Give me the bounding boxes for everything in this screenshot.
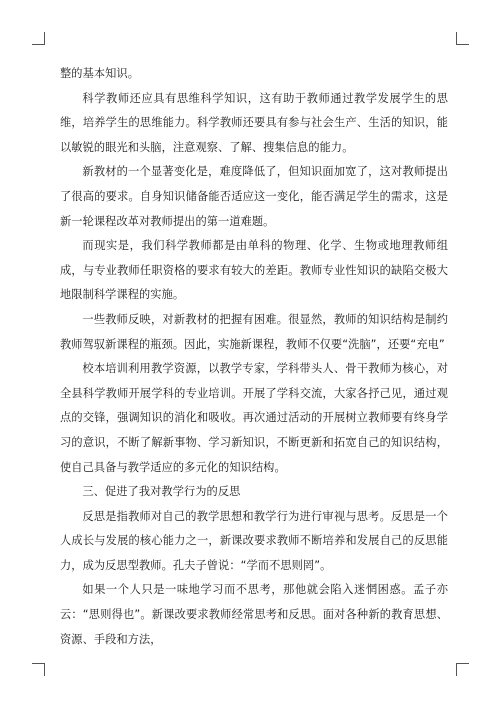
section-heading-reflection: 三、促进了我对教学行为的反思 (82, 485, 241, 499)
crop-mark-bottom-left (32, 663, 45, 676)
crop-mark-top-right (456, 32, 469, 45)
paragraph-new-textbook: 新教材的一个显著变化是，难度降低了，但知识面加宽了，这对教师提出了很高的要求。自身知识储备能否适应这一变化，能否满足学生的需求，这是新一轮课程改革对教师提出的第一道难题。 (60, 165, 448, 228)
paragraph-school-training: 校本培训利用教学资源，以教学专家，学科带头人、骨干教师为核心，对全县科学教师开展学科的专业培训。开展了学科交流，大家各抒己见，通过观点的交锋，强调知识的消化和吸收。再次通过活动的开展树立教师要有终身学习的意识，不断了解新事物、学习新知识，不断更新和拓宽自己的知识结构，使自己具备与教学适应的多元化的知识结构。 (60, 362, 448, 474)
paragraph-reflection-definition: 反思是指教师对自己的教学思想和教学行为进行审视与思考。反思是一个人成长与发展的核心能力之一，新课改要求教师不断培养和发展自己的反思能力，成为反思型教师。孔夫子曾说：“学而不思则罔”。 (60, 509, 448, 572)
paragraph-reality: 而现实是，我们科学教师都是由单科的物理、化学、生物或地理教师组成，与专业教师任职资格的要求有较大的差距。教师专业性知识的缺陷交极大地限制科学课程的实施。 (60, 239, 448, 302)
paragraph-learning-thinking: 如果一个人只是一味地学习而不思考，那他就会陷入迷惘困惑。孟子亦云：“思则得也”。新课改要求教师经常思考和反思。面对各种新的教育思想、资源、手段和方法， (60, 583, 448, 646)
document-body (60, 62, 448, 652)
paragraph-teacher-feedback: 一些教师反映，对新教材的把握有困难。很显然，教师的知识结构是制约教师驾驭新课程的瓶颈。因此，实施新课程，教师不仅要“洗脑”，还要“充电” (60, 312, 448, 351)
crop-mark-bottom-right (456, 663, 469, 676)
paragraph-continuation: 整的基本知识。 (60, 67, 140, 80)
crop-mark-top-left (32, 32, 45, 45)
paragraph-thinking-knowledge: 科学教师还应具有思维科学知识，这有助于教师通过教学发展学生的思维，培养学生的思维能力。科学教师还要具有参与社会生产、生活的知识，能以敏锐的眼光和头脑，注意观察、了解、搜集信息的能力。 (60, 91, 448, 154)
